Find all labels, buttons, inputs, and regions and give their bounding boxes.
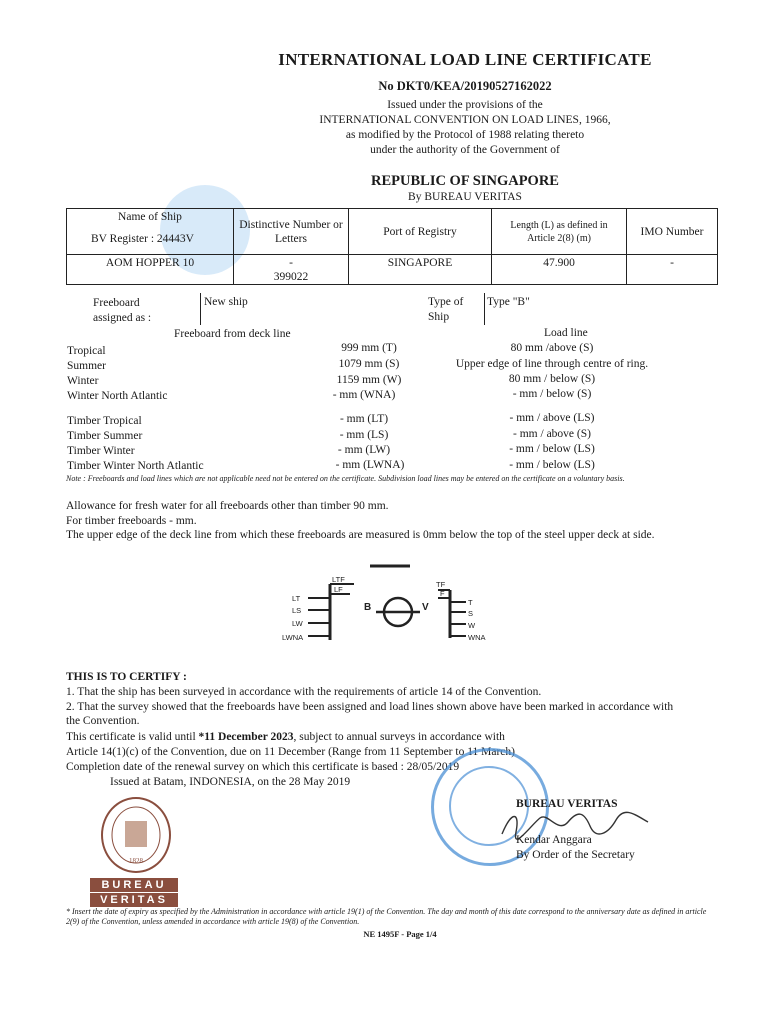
- length-header: Length (L) as defined in Article 2(8) (m): [492, 209, 627, 255]
- freeboard-row-deck: - mm (LW): [337, 444, 391, 456]
- bureau-veritas-seal-icon: [101, 797, 171, 873]
- signatory-order: By Order of the Secretary: [516, 849, 635, 861]
- imo-number-header: IMO Number: [627, 209, 718, 255]
- label-w: W: [468, 621, 476, 630]
- certify-item-1: 1. That the ship has been surveyed in accordance with the requirements of article 14 of the Convention.: [66, 686, 542, 698]
- distinctive-dash: -: [289, 257, 293, 269]
- upper-edge-statement: The upper edge of the deck line from which these freeboards are measured is 0mm below the top of the steel upper deck at side.: [66, 529, 655, 541]
- freeboard-row-load: 80 mm /above (S): [510, 342, 594, 354]
- label-lw: LW: [292, 619, 303, 628]
- label-tf: TF: [436, 580, 446, 589]
- issued-line-1: Issued under the provisions of the: [387, 99, 543, 111]
- load-line-column-header: Load line: [544, 327, 588, 339]
- type-of-ship-value: Type "B": [487, 296, 530, 308]
- type-of-ship-label-2: Ship: [428, 311, 450, 323]
- freeboard-row-name: Timber Winter North Atlantic: [67, 460, 204, 472]
- fresh-water-allowance: Allowance for fresh water for all freeboards other than timber 90 mm.: [66, 500, 389, 512]
- label-v: V: [422, 602, 429, 613]
- issuing-body: By BUREAU VERITAS: [408, 191, 522, 203]
- port-of-registry-header: Port of Registry: [349, 209, 492, 255]
- certificate-number: No DKT0/KEA/20190527162022: [378, 79, 552, 93]
- freeboard-assigned-label-1: Freeboard: [93, 297, 140, 309]
- freeboard-row-name: Tropical: [67, 345, 106, 357]
- certificate-title: INTERNATIONAL LOAD LINE CERTIFICATE: [278, 50, 652, 69]
- ship-particulars-table: [66, 208, 718, 285]
- timber-freeboards: For timber freeboards - mm.: [66, 515, 197, 527]
- seal-graphic: [103, 799, 169, 871]
- label-b: B: [364, 602, 372, 613]
- freeboard-row-name: Timber Summer: [67, 430, 143, 442]
- length-cell: 47.900: [492, 255, 627, 285]
- freeboard-row-load: 80 mm / below (S): [508, 373, 596, 385]
- ship-name-cell: AOM HOPPER 10: [67, 255, 234, 285]
- label-lt: LT: [292, 594, 301, 603]
- label-wna: WNA: [468, 633, 486, 642]
- freeboard-row-load: - mm / above (LS): [509, 412, 595, 424]
- name-of-ship-header: [67, 209, 234, 255]
- validity-suffix: , subject to annual surveys in accordance with: [293, 731, 505, 743]
- freeboard-row-name: Timber Winter: [67, 445, 135, 457]
- seal-year: 1828: [129, 857, 143, 865]
- label-lf: LF: [334, 585, 343, 594]
- annual-survey-line: Article 14(1)(c) of the Convention, due on 11 December (Range from 11 September to 11 March): [66, 746, 515, 758]
- freeboard-row-name: Summer: [67, 360, 106, 372]
- load-line-mark-diagram: [270, 560, 510, 648]
- freeboard-assigned-value: New ship: [204, 296, 248, 308]
- label-t: T: [468, 598, 473, 607]
- label-s: S: [468, 609, 474, 618]
- certify-heading: THIS IS TO CERTIFY :: [66, 671, 187, 683]
- ship-table-data-row: [67, 255, 718, 285]
- freeboard-row-deck: - mm (LWNA): [335, 459, 405, 471]
- freeboard-row-deck: - mm (LS): [339, 429, 389, 441]
- distinctive-number: 399022: [273, 271, 309, 283]
- country-name: REPUBLIC OF SINGAPORE: [371, 173, 559, 189]
- distinctive-number-header: Distinctive Number or Letters: [234, 209, 349, 255]
- issued-at-line: Issued at Batam, INDONESIA, on the 28 May 2019: [110, 776, 351, 788]
- logo-veritas: VERITAS: [90, 893, 178, 907]
- freeboard-row-load: - mm / below (S): [512, 388, 592, 400]
- ship-table-header-row: [67, 209, 718, 255]
- bv-register-label: BV Register : 24443V: [91, 233, 194, 245]
- freeboard-row-name: Winter: [67, 375, 99, 387]
- freeboard-row-name: Timber Tropical: [67, 415, 142, 427]
- freeboard-row-deck: 999 mm (T): [341, 342, 397, 354]
- name-of-ship-label: Name of Ship: [118, 211, 182, 223]
- logo-bureau: BUREAU: [90, 878, 178, 892]
- distinctive-number-cell: [234, 255, 349, 285]
- freeboard-row-load: - mm / above (S): [513, 428, 591, 440]
- issued-line-2: INTERNATIONAL CONVENTION ON LOAD LINES, 1966,: [319, 114, 611, 126]
- freeboard-assigned-label-2: assigned as :: [93, 312, 152, 324]
- validity-date: *11 December 2023: [198, 731, 294, 743]
- freeboard-row-load: - mm / below (LS): [509, 443, 595, 455]
- signatory-name: Kendar Anggara: [516, 834, 592, 846]
- validity-line: [66, 730, 505, 744]
- type-divider: [484, 293, 485, 325]
- freeboard-row-deck: - mm (WNA): [332, 389, 396, 401]
- validity-prefix: This certificate is valid until: [66, 731, 199, 743]
- footnote: * Insert the date of expiry as specified by the Administration in accordance with article 19(1) of the Convention. The day and month of this date correspond to the anniversary date as defined in article 2(9) of the Convention, unless amended in accordance with article 19(8) of the Convention.: [66, 907, 707, 926]
- freeboard-row-name: Winter North Atlantic: [67, 390, 168, 402]
- certify-item-2: 2. That the survey showed that the freeboards have been assigned and load lines shown above have been marked in accordance with the Convention.: [66, 701, 674, 727]
- freeboard-divider: [200, 293, 201, 325]
- imo-number-cell: -: [627, 255, 718, 285]
- label-ls: LS: [292, 606, 302, 615]
- port-of-registry-cell: SINGAPORE: [349, 255, 492, 285]
- issued-line-4: under the authority of the Government of: [370, 144, 560, 156]
- label-ltf: LTF: [332, 575, 345, 584]
- label-lwna: LWNA: [282, 633, 304, 642]
- label-f: F: [440, 589, 445, 598]
- signature-org: BUREAU VERITAS: [516, 798, 618, 810]
- freeboard-row-deck: 1079 mm (S): [338, 358, 400, 370]
- type-of-ship-label-1: Type of: [428, 296, 464, 308]
- freeboard-row-deck: 1159 mm (W): [336, 374, 402, 386]
- page-reference: NE 1495F - Page 1/4: [363, 929, 437, 939]
- deck-line-column-header: Freeboard from deck line: [174, 328, 291, 340]
- completion-date-line: Completion date of the renewal survey on which this certificate is based : 28/05/2019: [66, 761, 460, 773]
- freeboard-row-deck: - mm (LT): [339, 413, 389, 425]
- issued-line-3: as modified by the Protocol of 1988 relating thereto: [345, 129, 585, 141]
- freeboard-row-load: - mm / below (LS): [509, 459, 595, 471]
- freeboard-row-load: Upper edge of line through centre of ring.: [455, 358, 649, 370]
- freeboard-note: Note : Freeboards and load lines which are not applicable need not be entered on the certificate. Subdivision load lines may be entered on the certificate on a voluntary basis.: [66, 474, 625, 483]
